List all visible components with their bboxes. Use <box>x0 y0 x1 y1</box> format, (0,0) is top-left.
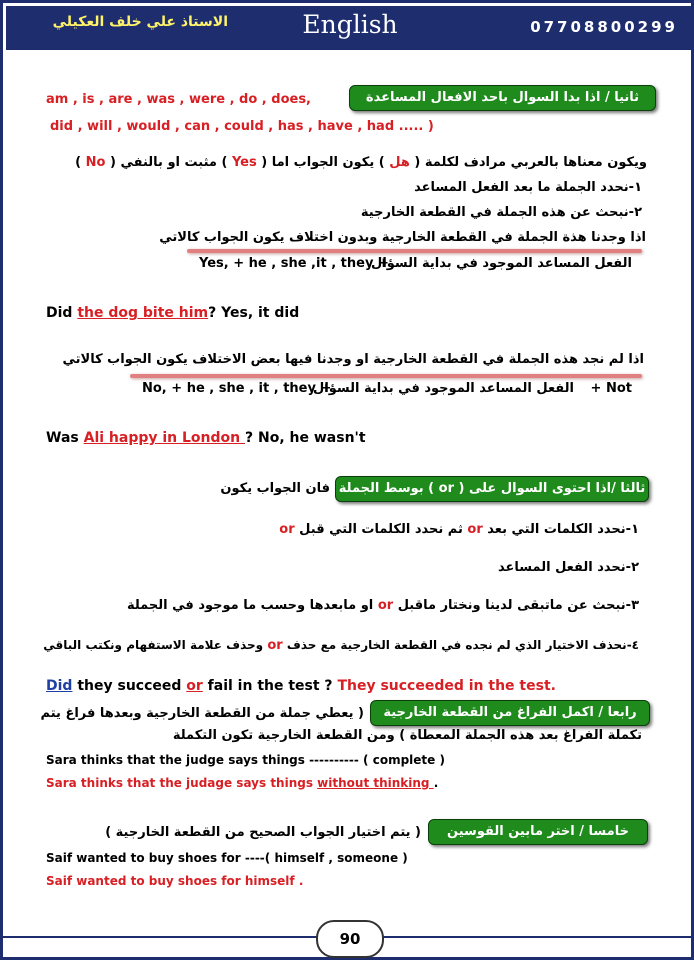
meaning-line: ويكون معناها بالعربي مرادف لكلمة ( هل ) يكون الجواب اما ( Yes ) مثبت او بالنفي ( No ) <box>75 155 647 170</box>
found-rule: اذا وجدنا هذة الجملة في القطعة الخارجية وبدون اختلاف يكون الجواب كالاتي <box>159 230 646 245</box>
formula-no-ar: الفعل المساعد الموجود في بداية السؤال <box>313 381 574 396</box>
page-header <box>6 6 694 50</box>
formula-no-not: + Not <box>590 381 632 396</box>
formula-yes-en: Yes, + he , she ,it , they + <box>199 256 389 271</box>
fourth-answer: Sara thinks that the judage says things without thinking . <box>46 776 439 790</box>
aux-verbs-line2: did , will , would , can , could , has , have , had ..... ) <box>50 119 434 134</box>
formula-no-box <box>130 374 642 396</box>
example-did: Did the dog bite him? Yes, it did <box>46 305 300 321</box>
third-step-4: ٤-نحذف الاختيار الذي لم نجده في القطعة الخارجية مع حذف or وحذف علامة الاستفهام ونكتب الباقي <box>43 638 639 653</box>
step-1: ١-نحدد الجملة ما بعد الفعل المساعد <box>414 180 642 195</box>
formula-no-en: No, + he , she , it , they + <box>142 381 332 396</box>
fifth-answer: Saif wanted to buy shoes for himself . <box>46 874 304 888</box>
notfound-rule: اذا لم نجد هذه الجملة في القطعة الخارجية او وجدنا فيها بعض الاختلاف يكون الجواب كالاتي <box>62 352 644 367</box>
third-title-tail: فان الجواب يكون <box>220 481 330 496</box>
aux-verbs-line1: am , is , are , was , were , do , does, <box>46 92 311 107</box>
step-2: ٢-نبحث عن هذه الجملة في القطعة الخارجية <box>360 205 642 220</box>
fourth-tail-1: ( يعطي جملة من القطعة الخارجية وبعدها فراغ يتم <box>40 706 364 721</box>
formula-yes-ar: الفعل المساعد الموجود في بداية السؤال <box>371 256 632 271</box>
section-second-title: ثانيا / اذا بدا السوال باحد الافعال المساعدة <box>349 85 656 111</box>
section-fourth-title: رابعا / اكمل الفراغ من القطعة الخارجية <box>370 700 650 726</box>
fourth-tail-2: تكملة الفراغ بعد هذه الجملة المعطاة ) ومن القطعة الخارجية تكون التكملة <box>172 728 642 743</box>
third-step-1: ١-نحدد الكلمات التي بعد or ثم نحدد الكلمات التي قبل or <box>279 522 639 537</box>
example-was: Was Ali happy in London ? No, he wasn't <box>46 430 366 446</box>
fourth-question: Sara thinks that the judge says things ---------- ( complete ) <box>46 753 445 767</box>
fifth-tail: ( يتم اختيار الجواب الصحيح من القطعة الخارجية ) <box>105 825 421 840</box>
section-fifth-title: خامسا / اختر مابين القوسين <box>428 819 648 845</box>
third-step-2: ٢-نحدد الفعل المساعد <box>497 560 639 575</box>
fifth-question: Saif wanted to buy shoes for ----( himself , someone ) <box>46 851 408 865</box>
teacher-name: الاستاذ علي خلف العكيلي <box>52 14 228 30</box>
formula-yes-box <box>187 249 642 271</box>
subject-title: English <box>302 10 398 39</box>
phone-number: 07708800299 <box>530 18 678 36</box>
third-step-3: ٣-نبحث عن ماتبقى لدينا ونختار ماقبل or او مابعدها وحسب ما موجود في الجملة <box>126 598 639 613</box>
page-number: 90 <box>316 920 384 958</box>
example-or: Did they succeed or fail in the test ? They succeeded in the test. <box>46 678 556 694</box>
section-third-title: ثالثا /اذا احتوى السوال على ( or ) بوسط الجملة <box>335 476 649 502</box>
